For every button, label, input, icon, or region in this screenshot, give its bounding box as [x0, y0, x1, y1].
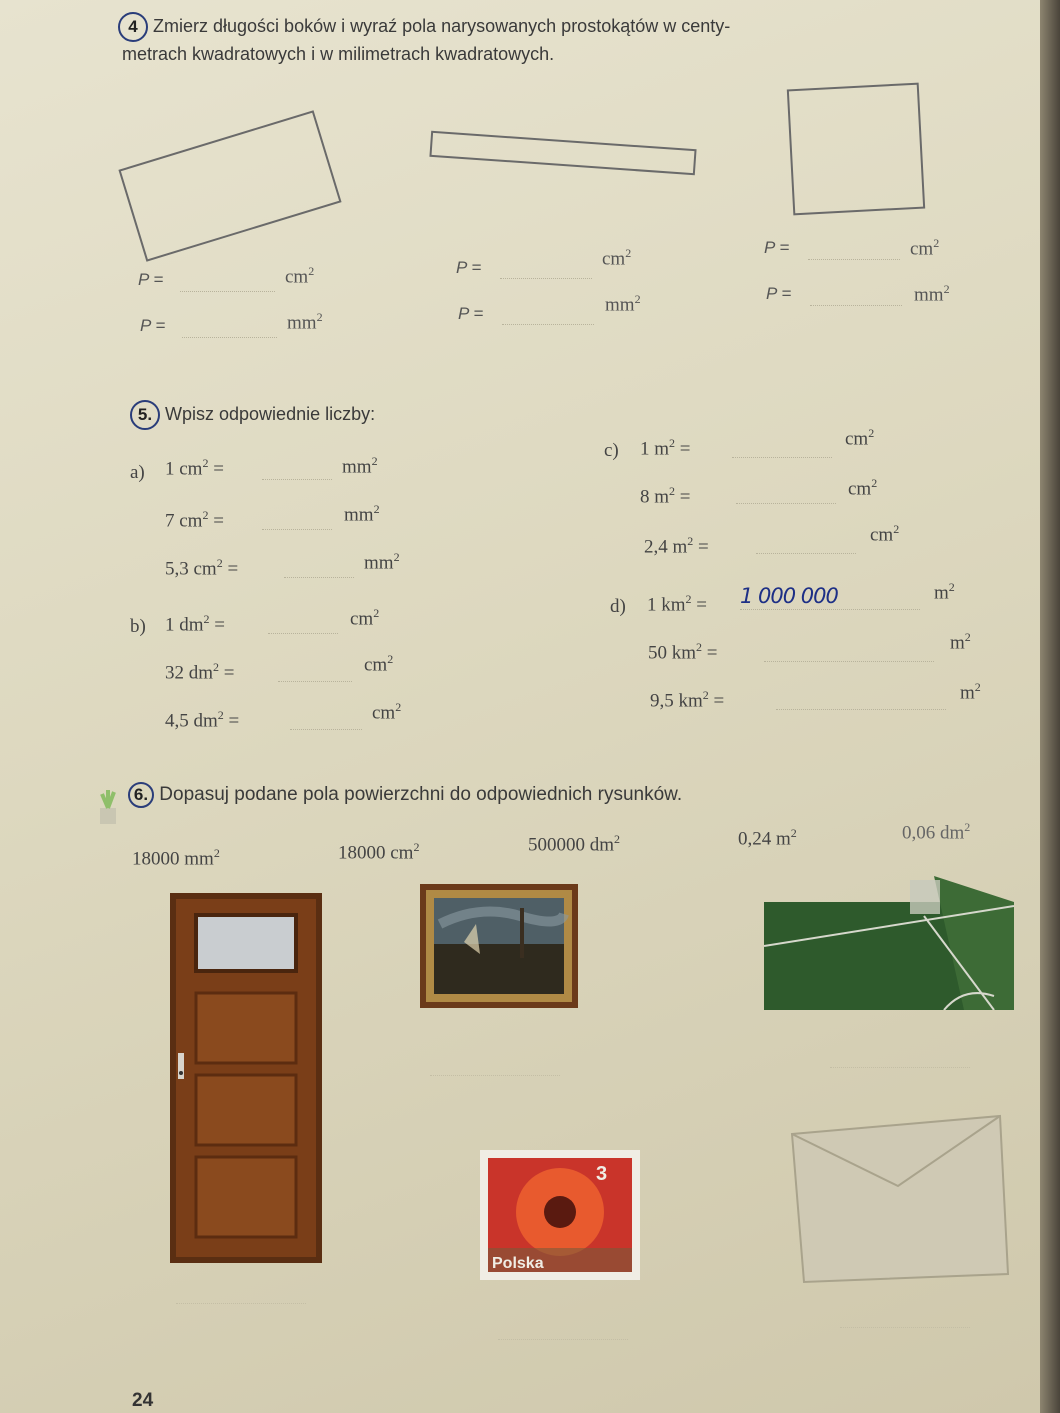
answer-field-3-mm[interactable]	[810, 304, 902, 306]
task5-b-row2-unit: $cm^2$	[364, 652, 394, 676]
task4-header	[118, 12, 948, 42]
task5-d-row1-handwritten-answer[interactable]: 1 000 000	[740, 584, 838, 608]
pitch-answer-field[interactable]	[830, 1066, 970, 1068]
task5-a-letter: a)	[130, 462, 145, 483]
task5-d-row3-field[interactable]	[776, 708, 946, 710]
task5-a-row1-unit: $mm^2$	[342, 454, 378, 478]
rectangle-3	[787, 83, 925, 216]
task6-title: Dopasuj podane pola powierzchni do odpowiednich rysunków.	[159, 784, 683, 805]
task5-b-row3-left: 4,5 $dm^2$ =	[165, 708, 240, 732]
envelope-answer-field[interactable]	[840, 1326, 970, 1328]
answer-field-2-mm[interactable]	[502, 323, 594, 325]
task5-a-row3-field[interactable]	[284, 576, 354, 578]
task5-c-row2-field[interactable]	[736, 502, 836, 504]
task5-a-row1-field[interactable]	[262, 478, 332, 480]
task5-a-row3-left: 5,3 $cm^2$ =	[165, 556, 239, 580]
task5-a-row3-unit: $mm^2$	[364, 550, 400, 574]
p-label-3-mm: P =	[766, 284, 792, 303]
rectangle-2	[429, 131, 696, 175]
task5-c-row3-field[interactable]	[756, 552, 856, 554]
stamp-value-text: 3	[596, 1163, 608, 1185]
unit-3-cm: $cm^2$	[910, 236, 940, 260]
task5-c-row3-unit: $cm^2$	[870, 522, 900, 546]
football-pitch-image	[764, 876, 1014, 1010]
task5-b-row1-field[interactable]	[268, 632, 338, 634]
task5-number: 5.	[130, 400, 160, 430]
area-value-2: 18000 $cm^2$	[338, 840, 420, 864]
p-label-2-cm: P =	[456, 258, 482, 277]
task5-b-row2-field[interactable]	[278, 680, 352, 682]
task5-d-row1-field	[740, 608, 920, 610]
task5-c-row1-field[interactable]	[732, 456, 832, 458]
task5-b-row1-unit: $cm^2$	[350, 606, 380, 630]
task5-c-row2-left: 8 $m^2$ =	[640, 484, 691, 508]
area-value-1: 18000 $mm^2$	[132, 846, 220, 870]
task5-d-row3-unit: $m^2$	[960, 680, 981, 704]
answer-field-1-mm[interactable]	[182, 336, 277, 338]
envelope-image	[790, 1114, 1010, 1284]
task5-b-row2-left: 32 $dm^2$ =	[165, 660, 235, 684]
stamp-country-text: Polska	[492, 1255, 544, 1272]
task5-b-row3-field[interactable]	[290, 728, 362, 730]
task5-title: Wpisz odpowiednie liczby:	[165, 404, 376, 424]
task5-d-row1-unit: $m^2$	[934, 580, 955, 604]
door-image	[170, 893, 322, 1263]
answer-field-3-cm[interactable]	[808, 258, 900, 260]
task4-number: 4	[118, 12, 148, 42]
task5-d-letter: d)	[610, 596, 626, 617]
stamp-answer-field[interactable]	[498, 1338, 628, 1340]
p-label-1-cm: P =	[138, 270, 164, 289]
task5-c-row3-left: 2,4 $m^2$ =	[644, 534, 709, 558]
task5-a-row2-unit: $mm^2$	[344, 502, 380, 526]
p-label-2-mm: P =	[458, 304, 484, 323]
page-number: 24	[132, 1390, 154, 1411]
p-label-1-mm: P =	[140, 316, 166, 335]
task5-c-row1-left: 1 $m^2$ =	[640, 436, 691, 460]
rectangle-1	[118, 110, 341, 261]
painting-image	[420, 884, 578, 1008]
task5-d-row1-left: 1 $km^2$ =	[647, 592, 707, 616]
task4-text-line2: metrach kwadratowych i w milimetrach kwadratowych.	[122, 44, 555, 64]
answer-field-2-cm[interactable]	[500, 277, 592, 279]
task5-b-row3-unit: $cm^2$	[372, 700, 402, 724]
p-label-3-cm: P =	[764, 238, 790, 257]
area-value-5: 0,06 $dm^2$	[902, 820, 971, 844]
unit-1-cm: $cm^2$	[285, 264, 315, 288]
painting-answer-field[interactable]	[430, 1074, 560, 1076]
task5-d-row2-unit: $m^2$	[950, 630, 971, 654]
task5-d-row3-left: 9,5 $km^2$ =	[650, 688, 725, 712]
area-value-3: 500000 $dm^2$	[528, 832, 621, 856]
task5-c-row2-unit: $cm^2$	[848, 476, 878, 500]
task5-a-row2-field[interactable]	[262, 528, 332, 530]
unit-2-mm: $mm^2$	[605, 292, 641, 316]
unit-1-mm: $mm^2$	[287, 310, 323, 334]
task5-c-row1-unit: $cm^2$	[845, 426, 875, 450]
task5-d-row2-field[interactable]	[764, 660, 934, 662]
answer-field-1-cm[interactable]	[180, 290, 275, 292]
unit-2-cm: $cm^2$	[602, 246, 632, 270]
unit-3-mm: $mm^2$	[914, 282, 950, 306]
plant-icon	[92, 786, 124, 826]
task6-number: 6.	[128, 782, 154, 808]
door-answer-field[interactable]	[176, 1302, 306, 1304]
task6-header	[128, 782, 682, 808]
task4-text-line1: Zmierz długości boków i wyraź pola narysowanych prostokątów w centy-	[153, 16, 731, 36]
task5-a-row1-left: 1 $cm^2$ =	[165, 456, 224, 480]
task5-b-row1-left: 1 $dm^2$ =	[165, 612, 225, 636]
task5-c-letter: c)	[604, 440, 619, 461]
task5-header	[130, 400, 375, 430]
stamp-image	[480, 1150, 640, 1280]
task5-d-row2-left: 50 $km^2$ =	[648, 640, 718, 664]
task5-a-row2-left: 7 $cm^2$ =	[165, 508, 224, 532]
page-edge-shadow	[1040, 0, 1060, 1413]
task5-b-letter: b)	[130, 616, 146, 637]
area-value-4: 0,24 $m^2$	[738, 826, 797, 850]
